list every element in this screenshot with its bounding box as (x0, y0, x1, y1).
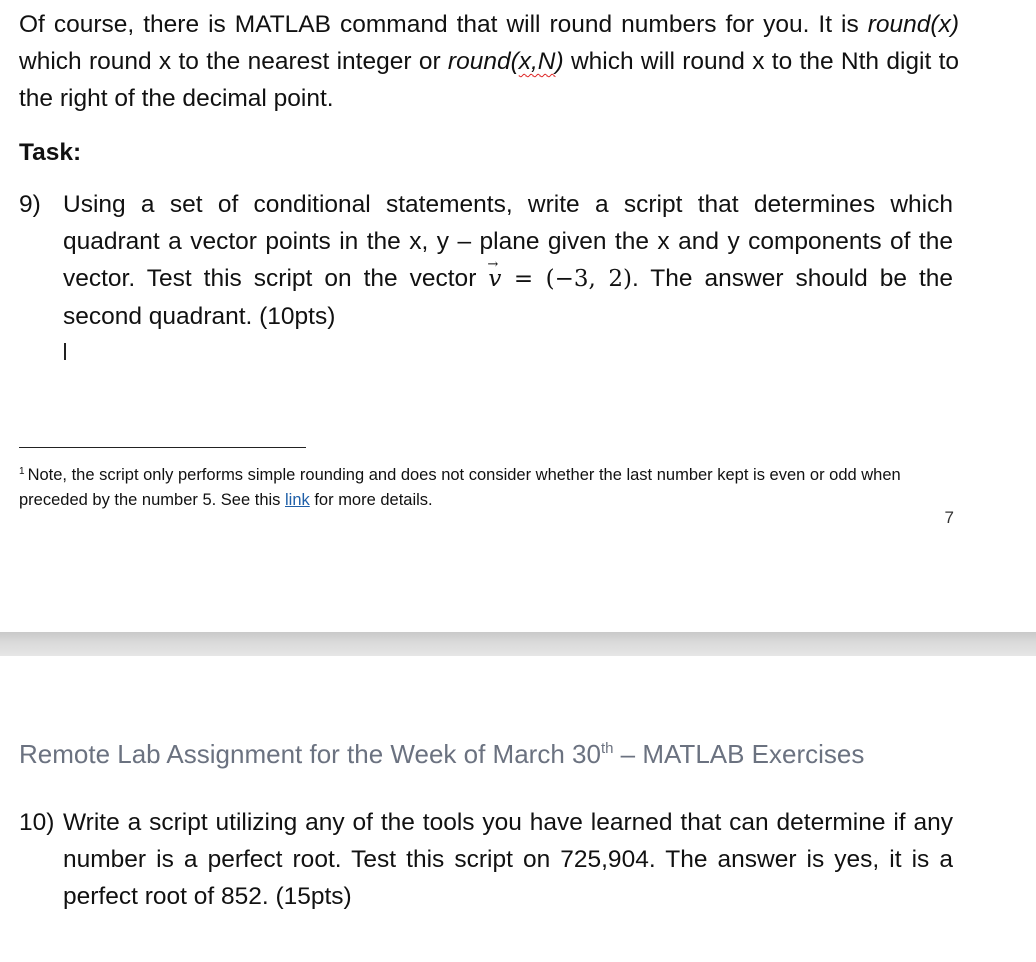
round-xn-prefix: round( (447, 48, 519, 75)
heading-text-2: – MATLAB Exercises (613, 739, 865, 769)
question-10-text[interactable]: Write a script utilizing any of the tools you have learned that can determine if any number is a perfect root. Test this script on 725,904. The answer is yes, it is a perfect root of 852. (15pts) (63, 809, 953, 910)
vector-v-symbol: v → (488, 261, 501, 298)
intro-text-3: which will round x to the Nth digit to the right of the decimal point. (19, 48, 959, 112)
text-cursor[interactable] (64, 343, 66, 360)
footnote-text-1: Note, the script only performs simple rounding and does not consider whether the last number kept is even or odd when preceded by the number 5. See this (19, 466, 901, 509)
question-9-text[interactable] (63, 186, 953, 335)
round-function-text: round(x) (867, 11, 959, 38)
question-10-number: 10) (19, 809, 55, 836)
footnote-text-2: for more details. (309, 491, 433, 509)
heading-text-1: Remote Lab Assignment for the Week of March 30 (19, 739, 601, 769)
vector-expression (488, 266, 632, 292)
q9-text-after: . The answer should be the second quadrant. (10pts) (63, 265, 954, 330)
page-number: 7 (944, 508, 954, 527)
round-xn-function-text (448, 48, 564, 75)
question-9 (19, 186, 953, 335)
round-xn-suffix: ) (555, 48, 564, 75)
question-9-number: 9) (19, 191, 41, 218)
q9-text-before: Using a set of conditional statements, write a script that determines which quadrant a vector points in the x, y – plane given the x and y components of the vector. Test this script on the vector (63, 191, 953, 292)
footnote (19, 459, 939, 513)
page-gap (0, 632, 1036, 656)
intro-text-1: Of course, there is MATLAB command that will round numbers for you. It is (19, 11, 868, 38)
section-heading (19, 729, 919, 774)
task-heading: Task: (19, 139, 82, 166)
intro-text-2: which round x to the nearest integer or (19, 48, 448, 75)
question-10 (19, 804, 953, 915)
footnote-link[interactable]: link (285, 491, 310, 509)
footnote-separator (19, 447, 306, 448)
vector-value: = (−3, 2) (501, 266, 632, 292)
footnote-marker: 1 (19, 466, 25, 477)
spellcheck-underline-args[interactable]: x,N (518, 48, 556, 75)
heading-superscript: th (600, 740, 614, 757)
intro-paragraph (19, 6, 959, 117)
